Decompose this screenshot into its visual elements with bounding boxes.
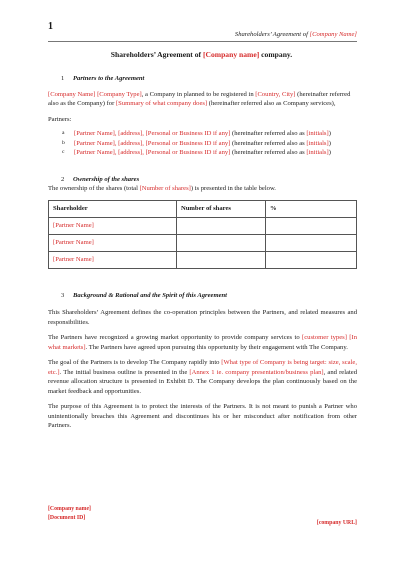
partners-label: Partners:	[48, 115, 72, 123]
partner-close: )	[328, 139, 331, 147]
running-header-text: Shareholders’ Agreement of	[234, 31, 310, 38]
footer-left	[48, 505, 91, 522]
document-title	[0, 50, 403, 59]
running-header	[235, 31, 357, 38]
percent-cell	[266, 217, 357, 234]
partner-text	[74, 139, 331, 149]
partner-close: )	[328, 149, 331, 156]
initials-placeholder: [initials]	[306, 130, 329, 137]
partner-text	[74, 148, 331, 158]
partner-close: )	[328, 130, 331, 137]
initials-placeholder: [initials]	[306, 149, 329, 156]
partner-details-placeholder: [Partner Name], [address], [Personal or Business ID if any]	[74, 130, 231, 137]
p3-text-1: The goal of the Partners is to develop The Company rapidly into	[48, 359, 222, 366]
column-header-number-of-shares: Number of shares	[177, 200, 266, 217]
header-divider	[48, 41, 357, 42]
p2-text-1: The Partners have recognized a growing market opportunity to provide company services to	[48, 334, 303, 341]
section-3-heading	[61, 291, 357, 301]
document-body	[48, 74, 357, 431]
ownership-intro	[48, 184, 357, 194]
footer-document-id: [Document ID]	[48, 514, 86, 521]
table-row	[49, 251, 357, 268]
shareholder-cell: [Partner Name]	[49, 217, 177, 234]
list-marker: c	[62, 149, 65, 155]
shares-cell	[177, 217, 266, 234]
section-3-title: Background & Rational and the Spirit of this Agreement	[73, 291, 228, 299]
shares-cell	[177, 234, 266, 251]
ownership-text-1: The ownership of the shares (total	[48, 185, 140, 192]
table-header-row	[49, 200, 357, 217]
title-suffix: company.	[259, 50, 293, 59]
company-paragraph	[48, 90, 357, 109]
percent-cell	[266, 234, 357, 251]
partners-list	[62, 129, 357, 158]
partner-details-placeholder: [Partner Name], [address], [Personal or Business ID if any]	[74, 139, 231, 147]
summary-placeholder: [Summary of what company does]	[115, 100, 208, 107]
background-paragraph-3	[48, 358, 357, 396]
table-row	[49, 217, 357, 234]
footer-company-url: [company URL]	[316, 520, 357, 526]
column-header-shareholder: Shareholder	[49, 200, 177, 217]
section-2-heading	[61, 175, 357, 185]
shareholder-cell: [Partner Name]	[49, 251, 177, 268]
location-placeholder: [Country, City]	[255, 90, 296, 98]
partner-item-b	[62, 139, 357, 149]
page-number: 1	[48, 21, 53, 32]
percent-cell	[266, 251, 357, 268]
list-marker: b	[62, 139, 65, 146]
markets-placeholder: [In what markets]	[48, 334, 357, 351]
ownership-text-2: ) is presented in the table below.	[190, 185, 276, 192]
partner-details-placeholder: [Partner Name], [address], [Personal or Business ID if any]	[74, 149, 231, 156]
shares-table	[48, 200, 357, 269]
company-text-2: (hereinafter referred also as the Company) for	[48, 90, 351, 107]
background-paragraph-2	[48, 333, 357, 352]
company-type-placeholder: [What type of Company is being target: size, scale, etc.]	[48, 359, 357, 376]
column-header-percent: %	[266, 200, 357, 217]
partner-suffix: (hereinafter referred also as	[230, 149, 307, 156]
section-3-number: 3	[61, 291, 65, 299]
section-2-title: Ownership of the shares	[73, 175, 140, 183]
p2-text-2: . The Partners have agreed upon pursuing this opportunity by their engagement with The Company.	[85, 343, 348, 351]
section-1-number: 1	[61, 75, 65, 82]
partner-text	[74, 129, 331, 139]
footer-company-name: [Company name]	[48, 506, 91, 512]
title-company-placeholder: [Company name]	[202, 50, 260, 59]
partner-suffix: (hereinafter referred also as	[230, 130, 307, 137]
partner-item-a	[62, 129, 357, 139]
annex-placeholder: [Annex 1 ie. company presentation/business plan]	[189, 368, 324, 376]
company-name-placeholder: [Company Name] [Company Type]	[48, 90, 142, 98]
company-text-1: , a Company in planned to be registered in	[141, 90, 256, 98]
p3-text-3: , and related revenue allocation structure is presented in Exhibit D. The Company develops the plan continuously based on the market feedback and opportunities.	[48, 368, 358, 395]
number-of-shares-placeholder: [Number of shares]	[139, 185, 191, 192]
section-1-title: Partners to the Agreement	[73, 75, 145, 82]
running-header-company: [Company Name]	[309, 31, 357, 38]
partner-suffix: (hereinafter referred also as	[230, 139, 307, 147]
initials-placeholder: [initials]	[306, 139, 329, 147]
p3-text-2: . The initial business outline is presented in the	[59, 368, 190, 376]
shareholder-cell: [Partner Name]	[49, 234, 177, 251]
partner-item-c	[62, 148, 357, 158]
section-1-heading	[61, 74, 357, 84]
company-text-3: (hereinafter referred also as Company services),	[207, 100, 336, 107]
title-prefix: Shareholders’ Agreement of	[110, 50, 203, 59]
section-2-number: 2	[61, 175, 65, 183]
table-row	[49, 234, 357, 251]
shares-cell	[177, 251, 266, 268]
background-paragraph-1: This Shareholders’ Agreement defines the co-operation principles between the Partners, and related measures and responsibilities.	[48, 309, 357, 326]
customer-types-placeholder: [customer types]	[302, 334, 347, 341]
background-paragraph-4: The purpose of this Agreement is to protect the interests of the Partners. It is not meant to punish a Partner who unintentionally breaches this Agreement and discontinues his or her misconduct after notification from other Partners.	[48, 403, 357, 429]
list-marker: a	[62, 130, 65, 136]
